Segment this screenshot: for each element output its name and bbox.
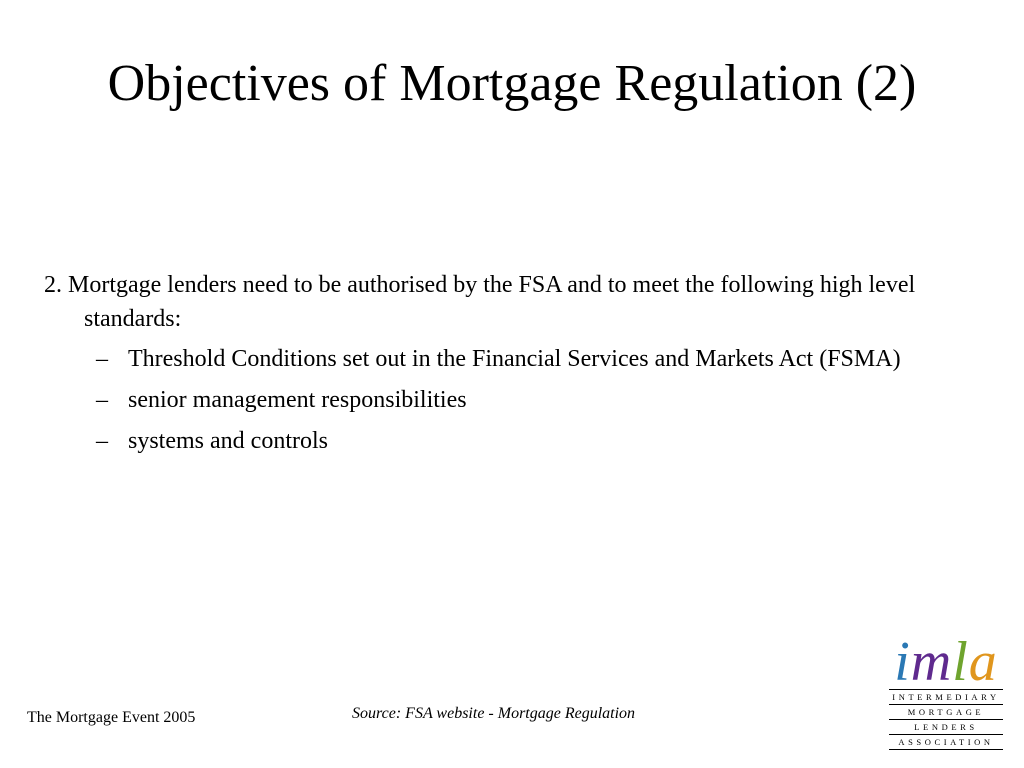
subpoint-list <box>44 342 984 458</box>
subpoint-threshold-conditions <box>44 342 984 376</box>
logo-line-association: ASSOCIATION <box>889 734 1003 750</box>
logo-letter-l: l <box>952 631 969 693</box>
logo-letter-a: a <box>968 631 998 693</box>
subpoint-senior-management <box>44 383 984 417</box>
slide-body <box>44 268 984 465</box>
imla-logo <box>887 631 1005 756</box>
logo-line-mortgage: MORTGAGE <box>889 704 1003 719</box>
logo-letter-i: i <box>894 631 911 693</box>
slide-title: Objectives of Mortgage Regulation (2) <box>107 55 917 112</box>
main-point: 2. Mortgage lenders need to be authorised by the FSA and to meet the following high level standards: <box>44 272 916 332</box>
subpoint-systems-controls <box>44 424 984 458</box>
subpoint-text: systems and controls <box>128 428 328 454</box>
subpoint-text: Threshold Conditions set out in the Financial Services and Markets Act (FSMA) <box>128 346 901 372</box>
footer-event-name: The Mortgage Event 2005 <box>27 709 196 726</box>
dash-bullet: – <box>96 346 108 372</box>
logo-line-lenders: LENDERS <box>889 719 1003 734</box>
source-citation: Source: FSA website - Mortgage Regulation <box>352 705 636 722</box>
logo-letter-m: m <box>910 631 953 693</box>
dash-bullet: – <box>96 428 108 454</box>
subpoint-text: senior management responsibilities <box>128 387 467 413</box>
logo-line-intermediary: INTERMEDIARY <box>889 689 1003 704</box>
imla-wordmark <box>887 631 1005 693</box>
logo-name-lines <box>889 689 1003 750</box>
dash-bullet: – <box>96 387 108 413</box>
